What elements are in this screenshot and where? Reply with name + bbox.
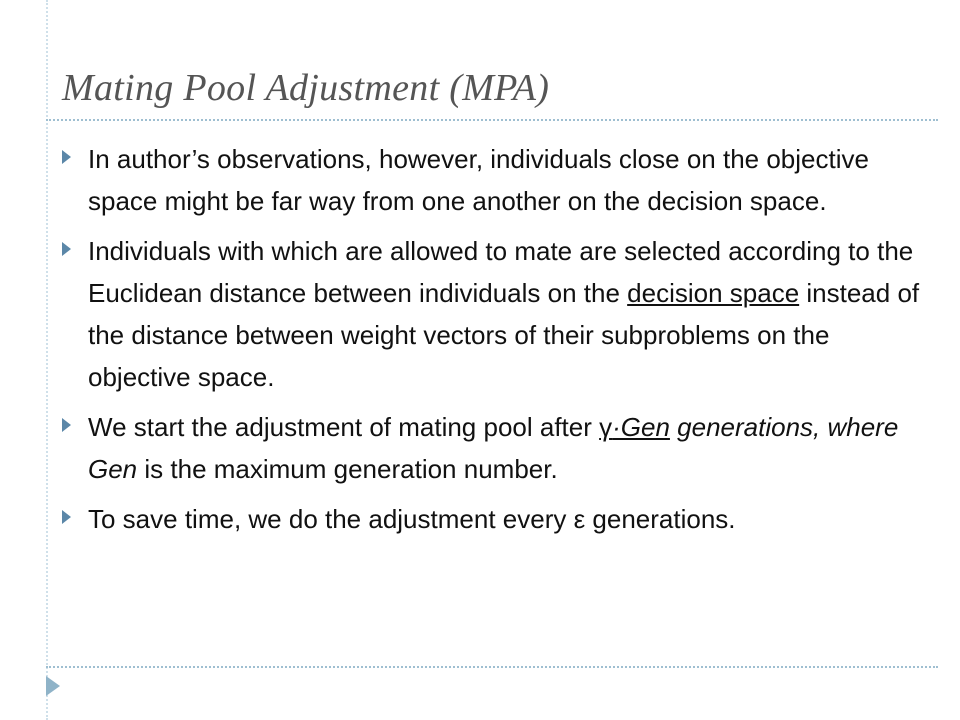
bullet-item-1 (62, 138, 932, 222)
bullet-4-before: To save time, we do the adjustment every (88, 504, 574, 534)
bullet-text-1: In author’s observations, however, individuals close on the objective space might be far way from one another on the decision space. (88, 144, 869, 216)
bullet-2-before: Individuals with which are allowed to mate are selected according to the Euclidean distance between individuals on the (88, 236, 914, 308)
title-divider (46, 119, 938, 121)
gamma-gen-underlined (599, 412, 670, 442)
bullet-text-2 (88, 230, 932, 398)
decision-space-underlined: decision space (627, 278, 800, 308)
gen-italic: ·Gen (612, 412, 670, 442)
bullet-2-after: instead of the distance between weight vectors of their subproblems on the objective space. (88, 278, 920, 392)
bullet-triangle-icon (62, 150, 71, 164)
bullet-triangle-icon (62, 242, 71, 256)
left-dotted-line (46, 0, 48, 720)
bullet-3-italic: generations, where Gen (88, 412, 899, 484)
bullet-list (62, 138, 932, 548)
bullet-item-2 (62, 230, 932, 398)
bullet-text-3 (88, 406, 932, 490)
bullet-3-before: We start the adjustment of mating pool after (88, 412, 600, 442)
corner-triangle-icon (46, 676, 60, 696)
bullet-3-after: is the maximum generation number. (137, 454, 558, 484)
epsilon-symbol: ε (573, 504, 586, 534)
bullet-triangle-icon (62, 418, 71, 432)
bullet-text-4 (88, 498, 932, 540)
gamma-symbol: γ (599, 412, 613, 442)
footer-divider (46, 666, 938, 668)
bullet-item-3 (62, 406, 932, 490)
slide-title: Mating Pool Adjustment (MPA) (62, 67, 550, 109)
bullet-triangle-icon (62, 510, 71, 524)
bullet-4-after: generations. (585, 504, 736, 534)
bullet-item-4 (62, 498, 932, 540)
